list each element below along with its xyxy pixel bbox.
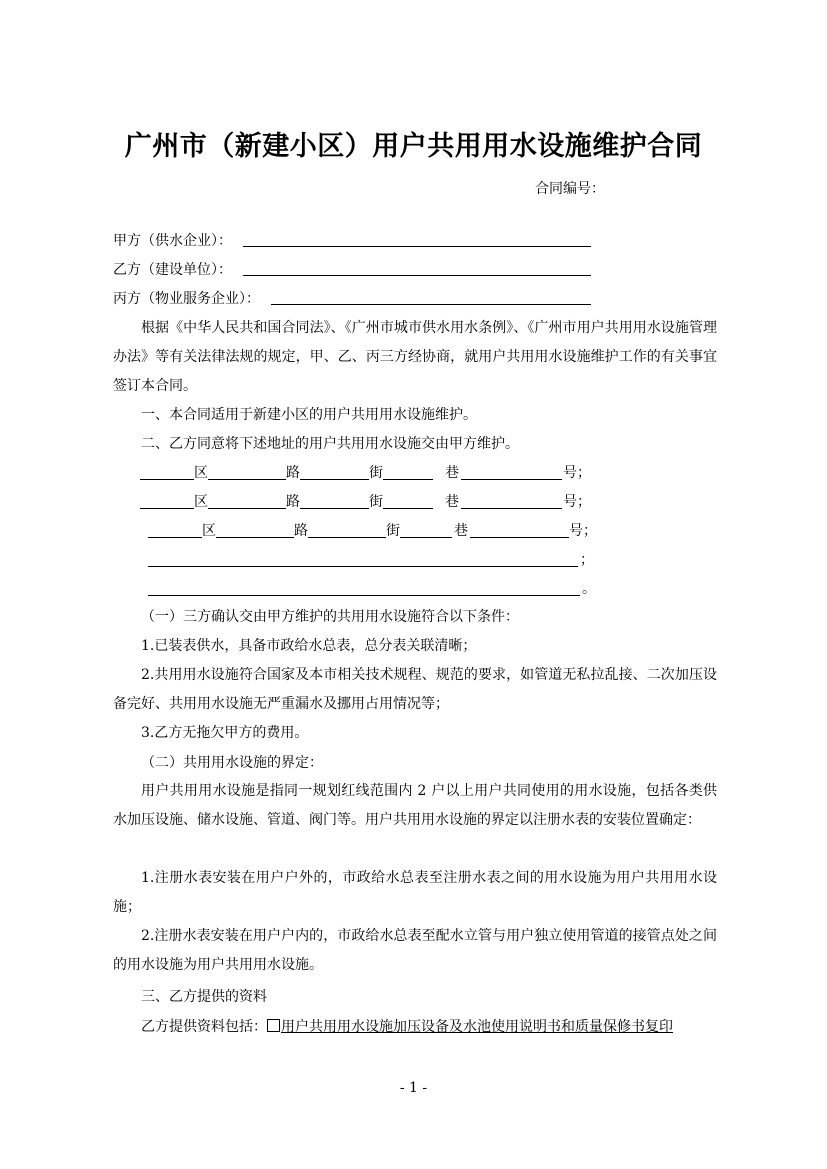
number-word: 号；: [569, 523, 597, 539]
boundary-item-2: 2.注册水表安装在用户户内的，市政给水总表至配水立管与用户独立使用管道的接管点处之间的用水设施为用户共用用水设施。: [113, 928, 717, 973]
street-blank[interactable]: [300, 508, 369, 509]
checkbox-icon[interactable]: [267, 1019, 280, 1032]
road-word: 路: [286, 465, 300, 481]
lane-word: 巷: [445, 494, 459, 510]
document-title: 广州市（新建小区）用户共用用水设施维护合同: [124, 131, 703, 162]
party-c-blank[interactable]: [271, 304, 591, 305]
district-blank[interactable]: [140, 508, 194, 509]
section-boundary-heading: （二）共用用水设施的界定：: [141, 755, 323, 771]
condition-1: 1.已装表供水，具备市政给水总表，总分表关联清晰；: [141, 638, 477, 654]
party-b-label: 乙方（建设单位）：: [113, 262, 232, 278]
road-blank[interactable]: [216, 537, 294, 538]
street-blank[interactable]: [300, 479, 369, 480]
number-blank[interactable]: [461, 479, 562, 480]
number-blank[interactable]: [461, 508, 562, 509]
district-word: 区: [194, 465, 208, 481]
materials-line: [141, 1017, 673, 1037]
district-blank[interactable]: [140, 479, 194, 480]
clause-3: 三、乙方提供的资料: [141, 989, 267, 1005]
street-blank[interactable]: [308, 537, 386, 538]
section-conditions-heading: （一）三方确认交由甲方维护的共用用水设施符合以下条件：: [141, 609, 519, 625]
road-word: 路: [294, 523, 308, 539]
lane-word: 巷: [445, 465, 459, 481]
lane-blank[interactable]: [383, 508, 433, 509]
road-blank[interactable]: [208, 508, 286, 509]
street-word: 街: [369, 465, 383, 481]
district-blank[interactable]: [148, 537, 202, 538]
lane-blank[interactable]: [383, 479, 433, 480]
district-word: 区: [194, 494, 208, 510]
number-word: 号；: [563, 465, 591, 481]
lane-word: 巷: [454, 523, 468, 539]
address-blank-line-4[interactable]: [148, 566, 578, 567]
district-word: 区: [202, 523, 216, 539]
clause-1: 一、本合同适用于新建小区的用户共用用水设施维护。: [141, 407, 477, 423]
road-word: 路: [286, 494, 300, 510]
condition-3: 3.乙方无拖欠甲方的费用。: [141, 725, 309, 741]
materials-item-text: 用户共用用水设施加压设备及水池使用说明书和质量保修书复印: [281, 1019, 673, 1035]
address-blank-line-5[interactable]: [148, 595, 580, 596]
page-number: - 1 -: [399, 1080, 428, 1096]
street-word: 街: [369, 494, 383, 510]
intro-paragraph: 根据《中华人民共和国合同法》、《广州市城市供水用水条例》、《广州市用户共用用水设施管理办法》等有关法律法规的规定，甲、乙、丙三方经协商，就用户共用用水设施维护工作的有关事宜签订本合同。: [113, 320, 717, 394]
street-word: 街: [386, 523, 400, 539]
road-blank[interactable]: [208, 479, 286, 480]
number-blank[interactable]: [470, 537, 569, 538]
number-word: 号；: [563, 494, 591, 510]
party-b-blank[interactable]: [243, 275, 591, 276]
boundary-paragraph: 用户共用用水设施是指同一规划红线范围内 2 户以上用户共同使用的用水设施，包括各类供水加压设施、储水设施、管道、阀门等。用户共用用水设施的界定以注册水表的安装位置确定：: [113, 783, 717, 828]
condition-2: 2.共用用水设施符合国家及本市相关技术规程、规范的要求，如管道无私拉乱接、二次加压设备完好、共用用水设施无严重漏水及挪用占用情况等；: [113, 667, 717, 712]
address-line-5-end: 。: [582, 581, 596, 597]
boundary-item-1: 1.注册水表安装在用户户外的，市政给水总表至注册水表之间的用水设施为用户共用用水设施；: [113, 870, 717, 915]
clause-2: 二、乙方同意将下述地址的用户共用用水设施交由甲方维护。: [141, 436, 519, 452]
materials-item: [267, 1019, 673, 1035]
contract-number-label: 合同编号：: [535, 181, 605, 197]
lane-blank[interactable]: [400, 537, 452, 538]
party-c-label: 丙方（物业服务企业）：: [113, 291, 260, 307]
party-a-label: 甲方（供水企业）：: [113, 233, 232, 249]
address-line-4-end: ；: [580, 552, 594, 568]
party-a-blank[interactable]: [243, 246, 591, 247]
materials-label: 乙方提供资料包括：: [141, 1019, 267, 1035]
